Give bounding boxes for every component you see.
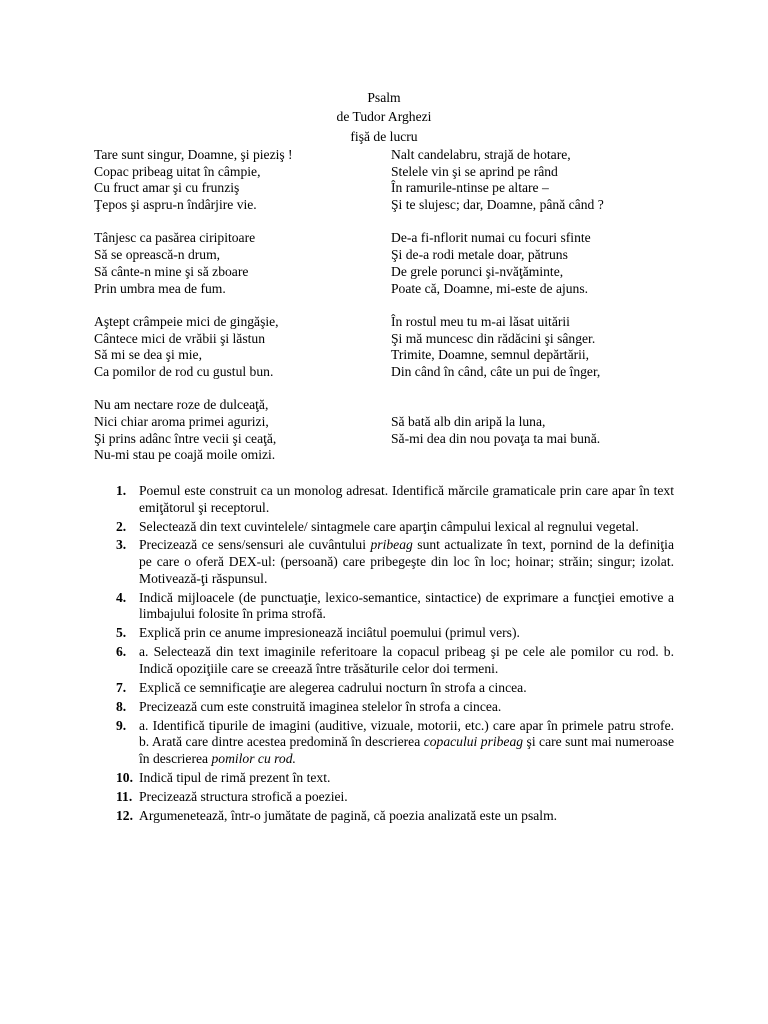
question-item — [0, 770, 768, 787]
poem-line: Din când în când, câte un pui de înger, — [391, 363, 601, 379]
poem-line: Şi te slujesc; dar, Doamne, până când ? — [391, 197, 604, 213]
poem-line: Să bată alb din aripă la luna, — [391, 414, 546, 429]
question-number: 3. — [116, 537, 127, 553]
poem-line: Să cânte-n mine şi să zboare — [94, 263, 249, 279]
question-list — [0, 483, 768, 827]
question-number: 7. — [116, 679, 127, 695]
question-text-run: Precizează cum este construită imaginea stelelor în strofa a cincea. — [139, 698, 502, 714]
worksheet-subtitle: fişă de lucru — [350, 128, 418, 144]
question-text — [139, 718, 674, 768]
poem-stanza — [391, 314, 681, 381]
question-text-run: Poemul este construit ca un monolog adresat. Identifică mărcile gramaticale prin care apar în text emiţătorul şi receptorul. — [139, 483, 674, 515]
poem-line: Ţepos şi aspru-n îndârjire vie. — [94, 197, 257, 213]
poem-line: Şi prins adânc între vecii şi ceaţă, — [94, 430, 277, 446]
poem-author: de Tudor Arghezi — [336, 109, 432, 125]
poem-line: Nu-mi stau pe coajă moile omizi. — [94, 447, 276, 463]
poem-line: Şi mă muncesc din rădăcini şi sânger. — [391, 330, 596, 346]
question-text-run: Explică prin ce anume impresionează inciâtul poemului (primul vers). — [139, 625, 520, 641]
poem-line: Prin umbra mea de fum. — [94, 280, 226, 296]
question-number: 1. — [116, 483, 127, 498]
poem-stanza — [391, 147, 681, 214]
question-text-run: Argumenetează, într-o jumătate de pagină, că poezia analizată este un psalm. — [139, 807, 558, 823]
poem-line: Să mi se dea şi mie, — [94, 347, 202, 363]
poem-line: Cântece mici de vrăbii şi lăstun — [94, 330, 266, 346]
question-text — [139, 680, 674, 697]
question-item — [0, 483, 768, 516]
question-text — [139, 644, 674, 677]
question-text-run: Precizează ce sens/sensuri ale cuvântului — [139, 537, 371, 553]
question-text — [139, 483, 674, 516]
question-number: 11. — [116, 788, 133, 804]
question-number: 6. — [116, 644, 127, 660]
question-item — [0, 590, 768, 623]
question-number: 10. — [116, 769, 133, 785]
question-text-run: Indică tipul de rimă prezent în text. — [139, 769, 331, 785]
poem-line: Trimite, Doamne, semnul depărtării, — [391, 347, 590, 363]
question-text — [139, 537, 674, 587]
question-item — [0, 808, 768, 825]
question-text-run: Explică ce semnificaţie are alegerea cadrului nocturn în strofa a cincea. — [139, 679, 527, 695]
poem-stanza — [94, 314, 384, 381]
poem-line: În ramurile-ntinse pe altare – — [391, 180, 549, 196]
question-text — [139, 625, 674, 642]
poem-line: Ca pomilor de rod cu gustul bun. — [94, 363, 274, 379]
poem-title: Psalm — [367, 90, 401, 105]
question-number: 8. — [116, 698, 127, 714]
poem-line: Cu fruct amar şi cu frunziş — [94, 180, 240, 196]
poem-line: Tare sunt singur, Doamne, şi pieziş ! — [94, 147, 293, 162]
poem-stanza — [391, 397, 681, 447]
question-item — [0, 699, 768, 716]
question-item — [0, 625, 768, 642]
question-number: 2. — [116, 518, 127, 534]
poem-line: Stelele vin şi se aprind pe rând — [391, 163, 558, 179]
question-emphasis: copacului pribeag — [423, 734, 524, 750]
poem-line: Să-mi dea din nou povaţa ta mai bună. — [391, 430, 601, 446]
poem-line: Nu am nectare roze de dulceaţă, — [94, 397, 269, 413]
question-item — [0, 519, 768, 536]
question-text-run: Indică mijloacele (de punctuaţie, lexico-semantice, sintactice) de exprimare a funcţiei emotive a limbajului folosite în prima strofă. — [139, 589, 674, 622]
poem-line — [391, 397, 681, 414]
poem-line: Aştept crâmpeie mici de gingăşie, — [94, 313, 279, 329]
question-text-run: şi care sunt mai numeroase în descrierea — [139, 734, 674, 767]
question-emphasis: pomilor cu rod. — [211, 751, 296, 767]
question-text-run: Selectează din text cuvintelele/ sintagmele care aparţin câmpului lexical al regnului vegetal. — [139, 518, 639, 534]
question-item — [0, 680, 768, 697]
poem-line: De-a fi-nflorit numai cu focuri sfinte — [391, 230, 591, 246]
question-text-run: Precizează structura strofică a poeziei. — [139, 788, 348, 804]
question-number: 12. — [116, 807, 133, 823]
question-item — [0, 537, 768, 587]
question-number: 9. — [116, 717, 127, 733]
poem-line: Şi de-a rodi metale doar, pătruns — [391, 247, 568, 263]
poem-stanza — [94, 230, 384, 297]
poem-line: Copac pribeag uitat în câmpie, — [94, 163, 261, 179]
question-item — [0, 718, 768, 768]
question-item — [0, 644, 768, 677]
poem-stanza — [391, 230, 681, 297]
document-header — [0, 88, 768, 146]
poem-line: Să se oprească-n drum, — [94, 247, 221, 263]
question-number: 5. — [116, 625, 127, 641]
poem-line: Tânjesc ca pasărea ciripitoare — [94, 230, 256, 246]
question-text — [139, 699, 674, 716]
poem-line: Poate că, Doamne, mi-este de ajuns. — [391, 280, 589, 296]
poem-right-column — [391, 147, 681, 464]
poem-stanza — [94, 147, 384, 214]
question-text-run: a. Selectează din text imaginile referitoare la copacul pribeag şi pe cele ale pomilor cu rod. b. Indică opoziţiile care se creează între trăsăturile celor doi termeni. — [139, 644, 674, 676]
question-emphasis: pribeag — [370, 537, 413, 553]
question-text — [139, 770, 674, 787]
question-number: 4. — [116, 589, 127, 605]
question-text — [139, 808, 674, 825]
poem-line: Nalt candelabru, strajă de hotare, — [391, 147, 571, 162]
question-text — [139, 789, 674, 806]
question-text — [139, 590, 674, 623]
question-text-run: sunt actualizate în text, pornind de la definiţia pe care o oferă DEX-ul: (persoană) care pribegeşte din loc în loc; hoinar; străin; singur; izolat. Motivează-ţi răspunsul. — [139, 537, 674, 586]
poem-line: De grele porunci şi-nvăţăminte, — [391, 263, 564, 279]
poem-stanza — [94, 397, 384, 464]
poem-line: Nici chiar aroma primei agurizi, — [94, 414, 269, 429]
poem-left-column — [94, 147, 384, 481]
poem-line: În rostul meu tu m-ai lăsat uitării — [391, 313, 570, 329]
question-item — [0, 789, 768, 806]
question-text — [139, 519, 674, 536]
question-text-run: a. Identifică tipurile de imagini (auditive, vizuale, motorii, etc.) care apar în primele patru strofe. b. Arată care dintre acestea predomină în descrierea — [139, 717, 674, 750]
